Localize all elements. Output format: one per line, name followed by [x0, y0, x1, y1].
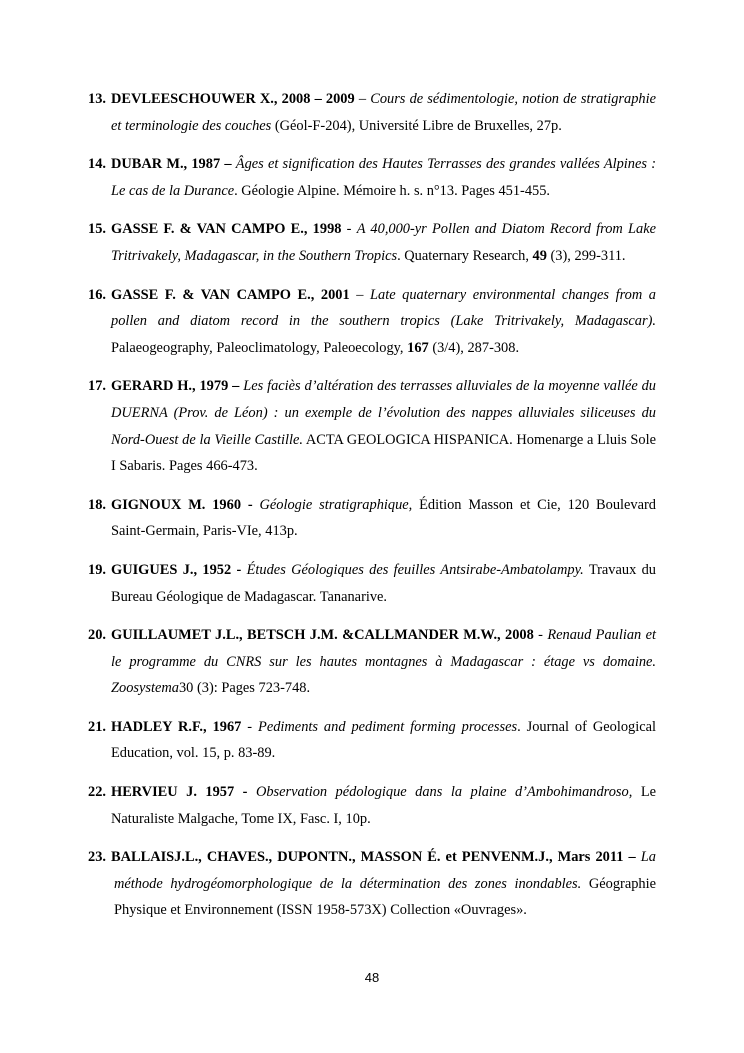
reference-details: Travaux du Bureau Géologique de Madagascar. Tananarive. — [111, 561, 656, 605]
reference-item-22 — [88, 779, 656, 832]
reference-number: 22. — [88, 784, 106, 801]
reference-volume: 167 — [407, 339, 429, 356]
reference-list — [88, 86, 656, 936]
reference-authors: GASSE F. & VAN CAMPO E., 1998 — [111, 221, 342, 238]
reference-pages: (3), 299-311. — [546, 247, 626, 264]
reference-details: Géographie Physique et Environnement (ISSN 1958-573X) Collection «Ouvrages». — [114, 875, 656, 919]
reference-number: 13. — [88, 91, 106, 107]
reference-title: Late quaternary environmental changes from a pollen and diatom record in the southern tropics (Lake Tritrivakely, Madagascar). — [111, 286, 656, 330]
reference-title: Études Géologiques des feuilles Antsirabe-Ambatolampy. — [246, 561, 584, 578]
reference-authors: GUILLAUMET J.L., BETSCH J.M. &CALLMANDER M.W., 2008 — [111, 627, 534, 644]
reference-title: La méthode hydrogéomorphologique de la détermination des zones inondables. — [114, 849, 656, 892]
reference-number: 18. — [88, 496, 106, 513]
reference-details: Le Naturaliste Malgache, Tome IX, Fasc. I, 10p. — [111, 784, 656, 827]
reference-details: Édition Masson et Cie, 120 Boulevard Saint-Germain, Paris-VIe, 413p. — [111, 496, 656, 540]
reference-number: 23. — [88, 849, 106, 866]
reference-authors: GERARD H., 1979 – — [111, 378, 240, 395]
reference-pages: (3/4), 287-308. — [428, 339, 520, 356]
reference-volume: 49 — [532, 247, 547, 264]
reference-item-15 — [88, 216, 656, 269]
reference-authors: DEVLEESCHOUWER X., 2008 – 2009 — [111, 91, 355, 107]
reference-item-23 — [88, 844, 656, 924]
reference-details: . Journal of Geological Education, vol. 15, p. 83-89. — [111, 718, 656, 762]
reference-title: Géologie stratigraphique, — [259, 496, 413, 513]
reference-item-16 — [88, 282, 656, 362]
reference-separator — [253, 497, 260, 513]
reference-item-14 — [88, 151, 656, 204]
reference-item-20 — [88, 622, 656, 702]
reference-authors: HADLEY R.F., 1967 — [111, 718, 242, 735]
reference-number: 15. — [88, 221, 106, 238]
reference-separator: – — [349, 286, 371, 303]
reference-title: Observation pédologique dans la plaine d’Ambohimandroso, — [255, 784, 633, 801]
reference-item-13 — [88, 86, 656, 139]
reference-details: ACTA GEOLOGICA HISPANICA. Homenarge a Lluis Sole I Sabaris. Pages 466-473. — [111, 431, 656, 475]
reference-authors: HERVIEU J. 1957 - — [111, 784, 248, 801]
reference-item-18 — [88, 492, 656, 545]
reference-number: 16. — [88, 286, 106, 303]
page-number: 48 — [364, 970, 380, 985]
reference-authors: GUIGUES J., 1952 - — [111, 561, 242, 578]
reference-number: 17. — [88, 378, 106, 395]
reference-title: Renaud Paulian et le programme du CNRS sur les hautes montagnes à Madagascar : étage vs domaine. Zoosystema — [111, 627, 656, 697]
reference-authors: GIGNOUX M. 1960 - — [111, 496, 253, 513]
reference-authors: DUBAR M., 1987 – — [111, 156, 232, 173]
reference-details: 30 (3): Pages 723-748. — [178, 680, 311, 697]
reference-details: Palaeogeography, Paleoclimatology, Paleoecology, — [111, 339, 408, 356]
reference-title: Pediments and pediment forming processes — [258, 718, 518, 735]
reference-item-19 — [88, 557, 656, 610]
reference-separator: - — [533, 627, 548, 644]
reference-number: 20. — [88, 627, 106, 644]
reference-separator: - — [341, 221, 357, 238]
reference-item-21 — [88, 714, 656, 767]
reference-separator — [247, 784, 255, 800]
reference-title: Les faciès d’altération des terrasses alluviales de la moyenne vallée du DUERNA (Prov. de Léon) : un exemple de l’évolution des nappes alluviales siliceuses du Nord-Ouest de la Vieille Castille. — [111, 378, 656, 448]
reference-details: (Géol-F-204), Université Libre de Bruxelles, 27p. — [271, 117, 562, 134]
reference-title: Âges et signification des Hautes Terrasses des grandes vallées Alpines : Le cas de la Durance — [111, 156, 656, 199]
reference-details: . Quaternary Research, — [397, 247, 533, 264]
reference-authors: GASSE F. & VAN CAMPO E., 2001 — [111, 286, 350, 303]
reference-separator: - — [241, 718, 259, 735]
reference-separator: – — [354, 91, 371, 107]
reference-number: 14. — [88, 156, 106, 173]
reference-details: . Géologie Alpine. Mémoire h. s. n°13. Pages 451-455. — [234, 182, 551, 199]
reference-number: 19. — [88, 561, 106, 578]
reference-title: A 40,000-yr Pollen and Diatom Record from Lake Tritrivakely, Madagascar, in the Southern Tropics — [111, 221, 656, 264]
reference-number: 21. — [88, 718, 106, 735]
reference-title: Cours de sédimentologie, notion de stratigraphie et terminologie des couches — [111, 91, 657, 134]
reference-authors: BALLAISJ.L., CHAVES., DUPONTN., MASSON É. et PENVENM.J., Mars 2011 – — [111, 849, 636, 866]
reference-item-17 — [88, 373, 656, 479]
